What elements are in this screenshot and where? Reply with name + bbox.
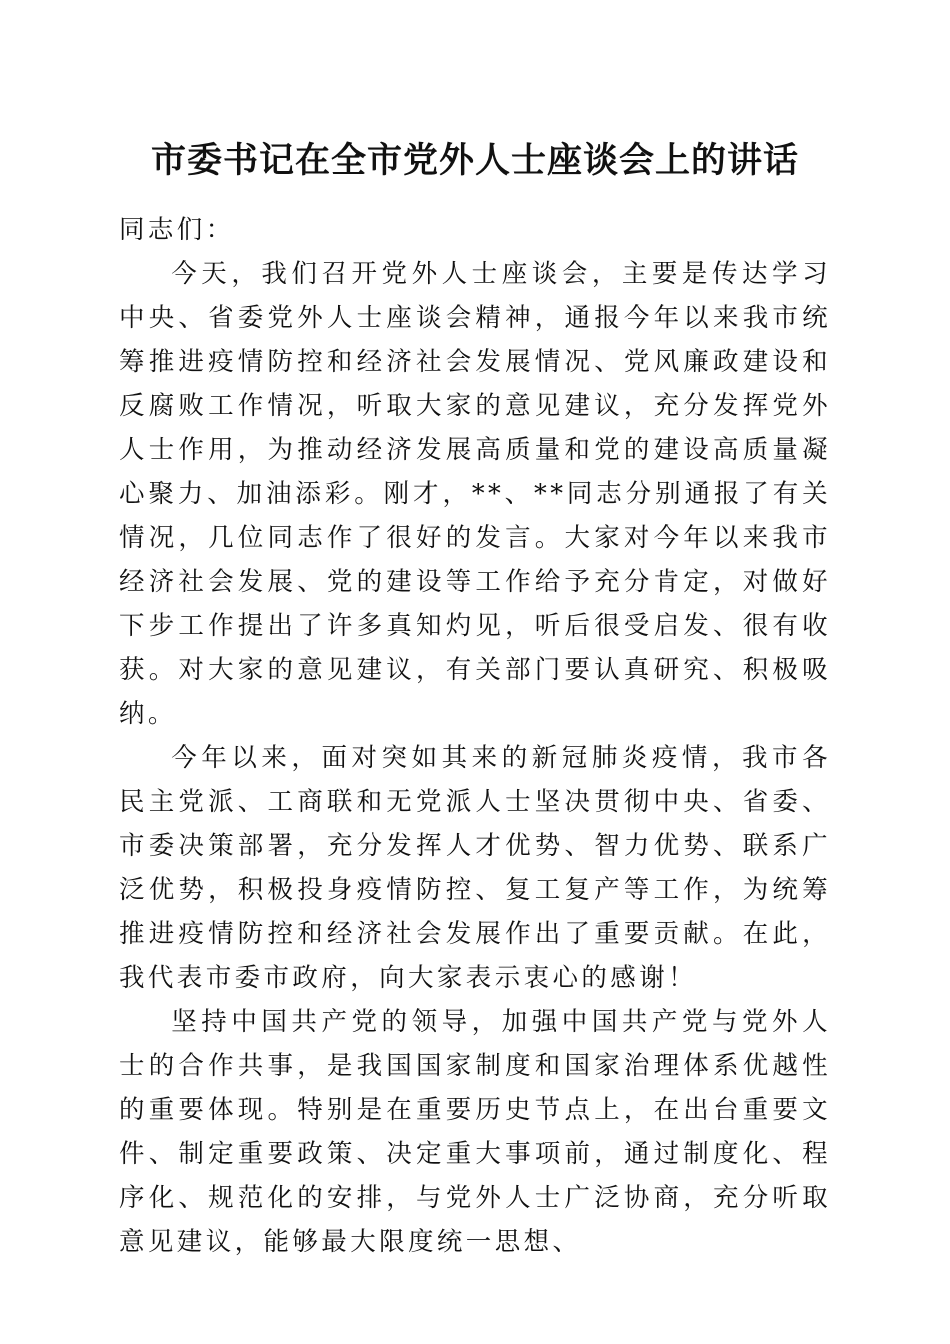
paragraph-2: 今年以来，面对突如其来的新冠肺炎疫情，我市各民主党派、工商联和无党派人士坚决贯彻中央、省委、市委决策部署，充分发挥人才优势、智力优势、联系广泛优势，积极投身疫情防控、复工复产等工作，为统筹推进疫情防控和经济社会发展作出了重要贡献。在此，我代表市委市政府，向大家表示衷心的感谢！ (119, 743, 831, 993)
document-title: 市委书记在全市党外人士座谈会上的讲话 (150, 140, 799, 181)
paragraph-3: 坚持中国共产党的领导，加强中国共产党与党外人士的合作共事，是我国国家制度和国家治理体系优越性的重要体现。特别是在重要历史节点上，在出台重要文件、制定重要政策、决定重大事项前，通过制度化、程序化、规范化的安排，与党外人士广泛协商，充分听取意见建议，能够最大限度统一思想、 (119, 1007, 831, 1257)
document-body (119, 208, 831, 1264)
paragraph-1: 今天，我们召开党外人士座谈会，主要是传达学习中央、省委党外人士座谈会精神，通报今年以来我市统筹推进疫情防控和经济社会发展情况、党风廉政建设和反腐败工作情况，听取大家的意见建议，充分发挥党外人士作用，为推动经济发展高质量和党的建设高质量凝心聚力、加油添彩。刚才，**、**同志分别通报了有关情况，几位同志作了很好的发言。大家对今年以来我市经济社会发展、党的建设等工作给予充分肯定，对做好下步工作提出了许多真知灼见，听后很受启发、很有收获。对大家的意见建议，有关部门要认真研究、积极吸纳。 (119, 259, 831, 729)
salutation: 同志们： (119, 215, 235, 245)
